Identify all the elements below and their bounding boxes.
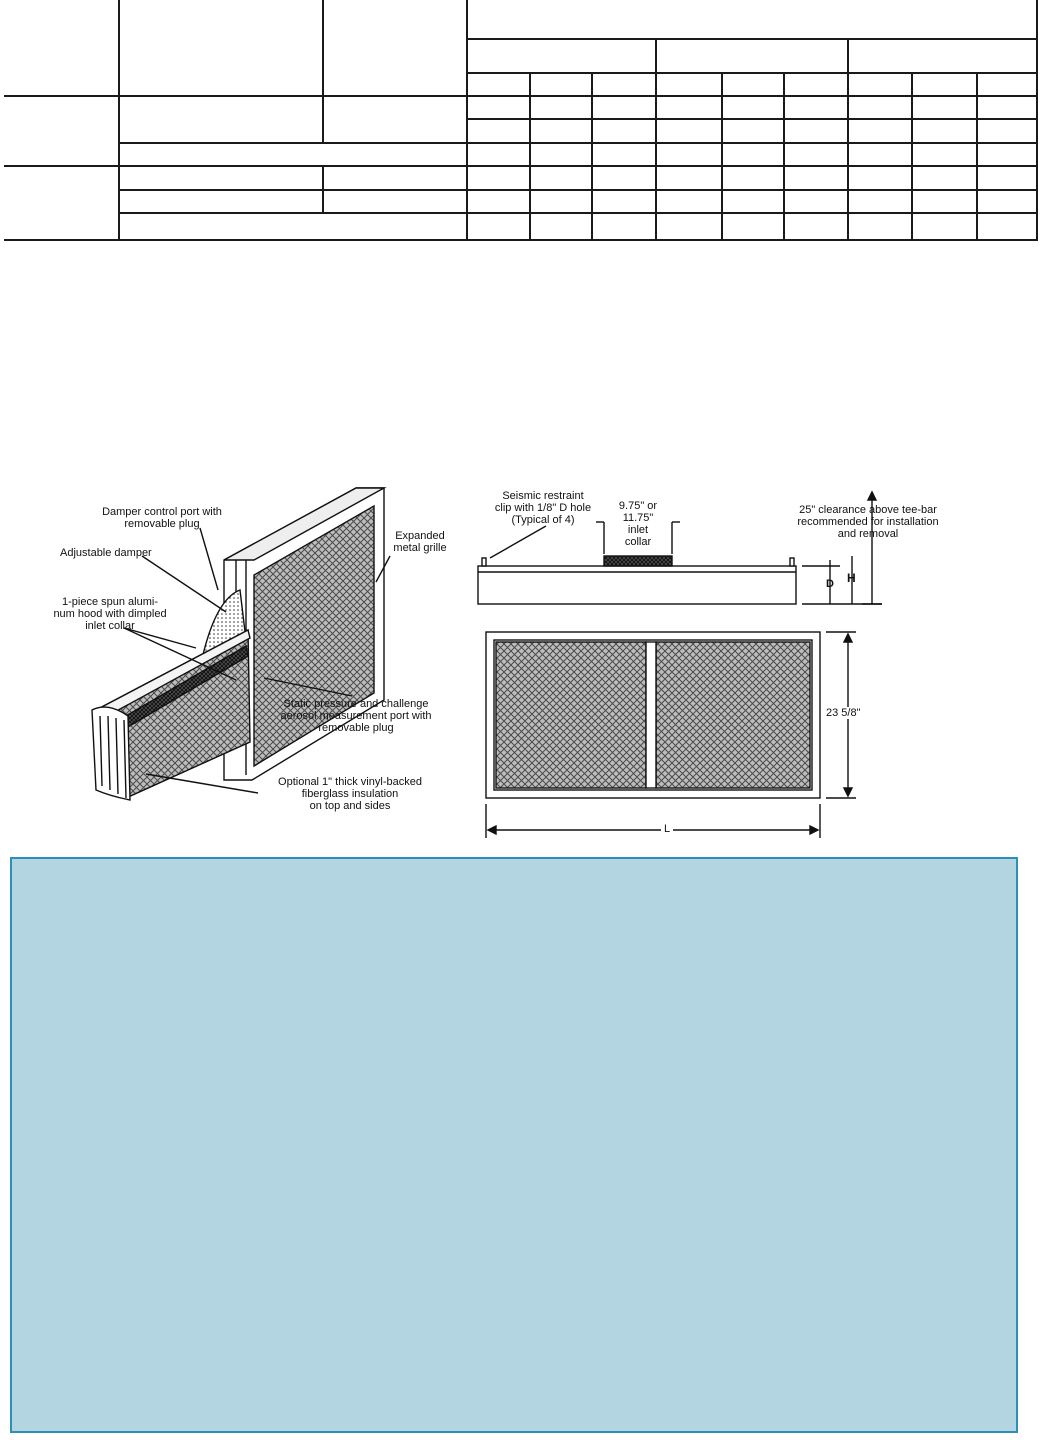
plan-view: [486, 632, 856, 838]
info-panel: [10, 857, 1018, 1433]
inlet-collar-side: [604, 556, 672, 566]
isometric-view: [92, 488, 390, 800]
callout-damper-port: Damper control port with removable plug: [102, 506, 222, 530]
seismic-clip-left: [482, 558, 486, 566]
plan-grille-left: [496, 642, 646, 788]
plan-grille-right: [656, 642, 810, 788]
leader-damper-port: [200, 528, 218, 590]
callout-seismic-clip: Seismic restraint clip with 1/8" D hole (Typical of 4): [494, 490, 592, 526]
leader-seismic-clip: [490, 526, 546, 558]
seismic-clip-right: [790, 558, 794, 566]
callout-hood: 1-piece spun alumi- num hood with dimpled inlet collar: [53, 596, 167, 632]
callout-grille: Expanded metal grille: [393, 530, 447, 554]
callout-insulation: Optional 1" thick vinyl-backed fiberglass insulation on top and sides: [278, 776, 422, 812]
callout-clearance: 25" clearance above tee-bar recommended for installation and removal: [797, 504, 939, 540]
dim-d-label: D: [826, 578, 834, 590]
dim-width-label: 23 5/8": [826, 707, 861, 719]
dim-length-label: L: [661, 823, 673, 835]
dim-h-label: H: [847, 571, 856, 585]
callout-static-port: Static pressure and challenge aerosol measurement port with removable plug: [280, 698, 432, 734]
callout-collar: 9.75" or 11.75" inlet collar: [618, 500, 658, 548]
plan-center-bar: [646, 642, 656, 788]
callout-adjustable-damper: Adjustable damper: [60, 547, 152, 559]
